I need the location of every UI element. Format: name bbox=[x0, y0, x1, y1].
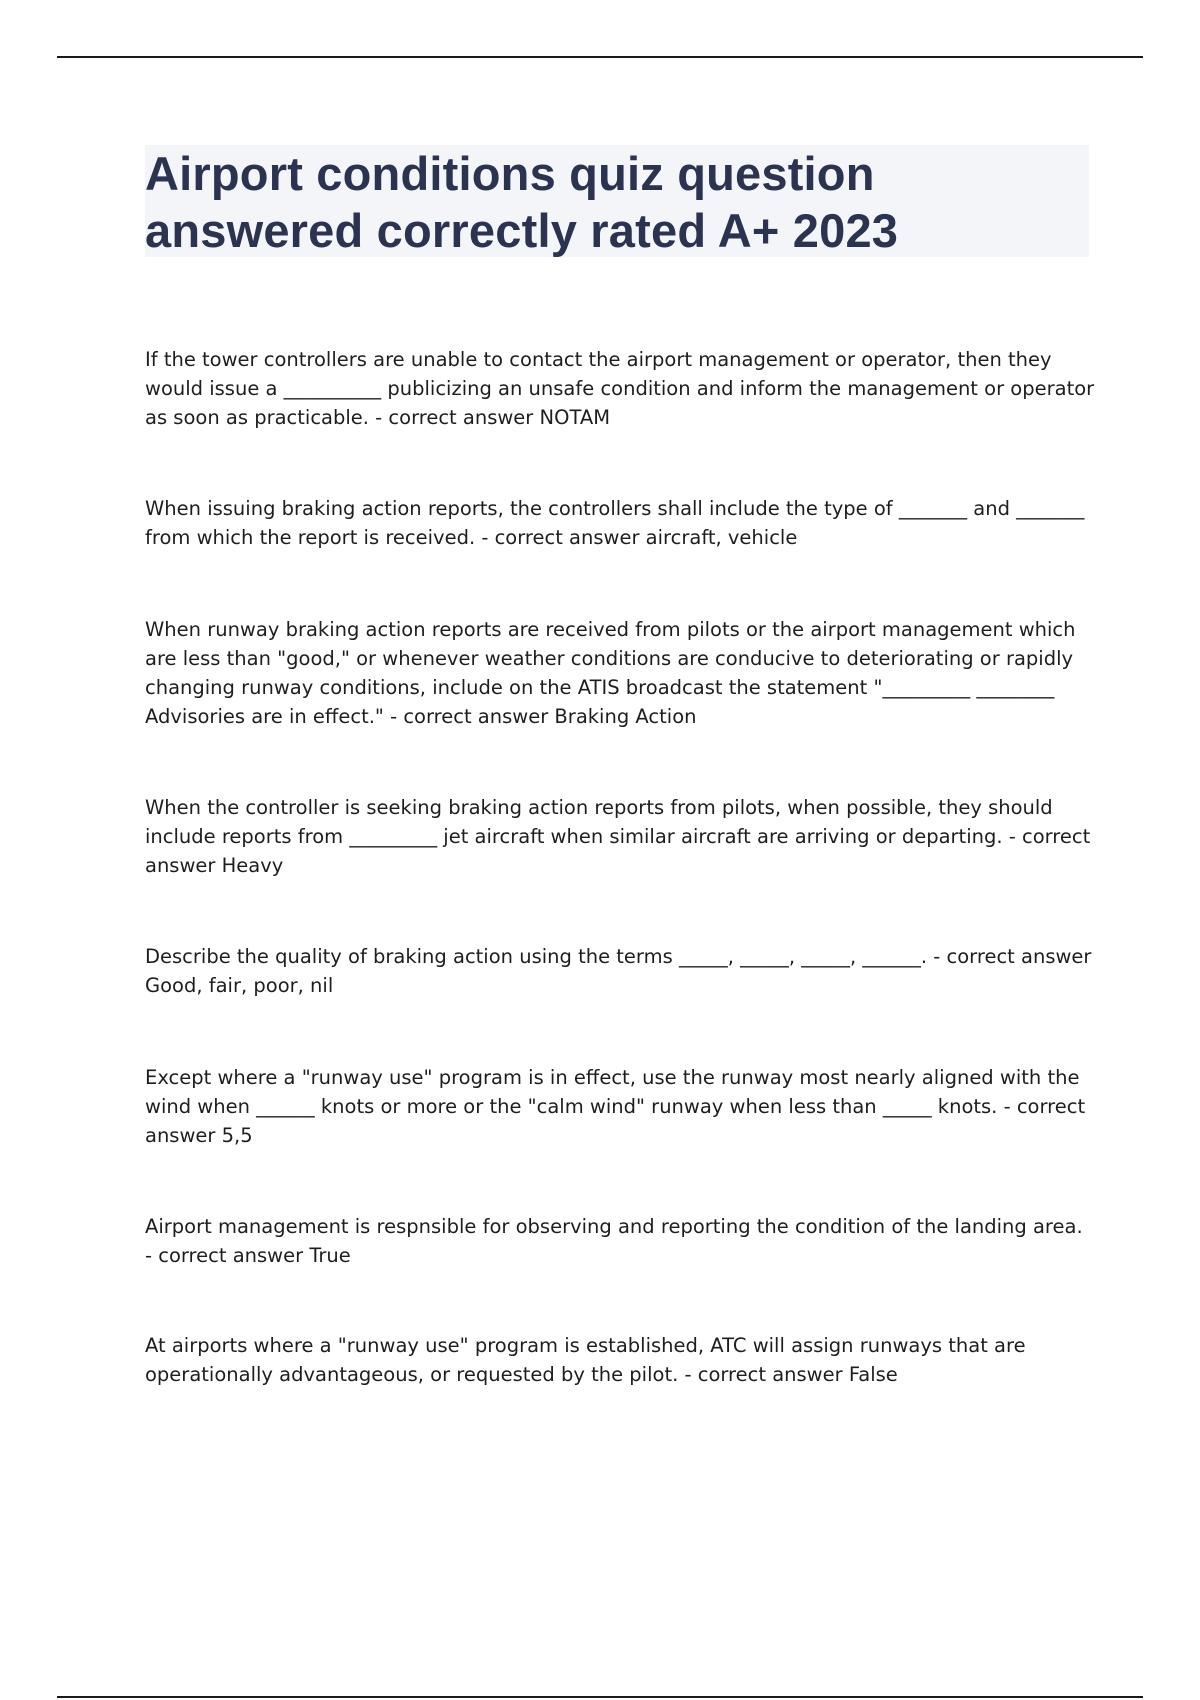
question-item: When the controller is seeking braking action reports from pilots, when possible, they should include reports from _________ jet aircraft when similar aircraft are arriving or departing. - correct answer Heavy bbox=[145, 796, 1091, 877]
question-item: At airports where a "runway use" program is established, ATC will assign runways that are operationally advantageous, or requested by the pilot. - correct answer False bbox=[145, 1334, 1026, 1386]
title-banner bbox=[145, 145, 1089, 257]
page-title: Airport conditions quiz question answered correctly rated A+ 2023 bbox=[145, 147, 899, 257]
question-item: Describe the quality of braking action using the terms _____, _____, _____, ______. - correct answer Good, fair, poor, nil bbox=[145, 945, 1092, 997]
question-item: Except where a "runway use" program is in effect, use the runway most nearly aligned with the wind when ______ knots or more or the "calm wind" runway when less than _____ knots. - correct answer 5,5 bbox=[145, 1066, 1086, 1147]
question-item: If the tower controllers are unable to contact the airport management or operator, then they would issue a __________ publicizing an unsafe condition and inform the management or operator as soon as practicable. - correct answer NOTAM bbox=[145, 348, 1095, 429]
question-item: When runway braking action reports are received from pilots or the airport management which are less than "good," or whenever weather conditions are conducive to deteriorating or rapidly changing runway conditions, include on the ATIS broadcast the statement "_________ ________ Advisories are in effect." - correct answer Braking Action bbox=[145, 618, 1076, 728]
bottom-divider bbox=[57, 1696, 1143, 1698]
question-item: Airport management is respnsible for observing and reporting the condition of the landing area. - correct answer True bbox=[145, 1215, 1083, 1267]
question-item: When issuing braking action reports, the controllers shall include the type of _______ and _______ from which the report is received. - correct answer aircraft, vehicle bbox=[145, 497, 1085, 549]
top-divider bbox=[57, 56, 1143, 58]
